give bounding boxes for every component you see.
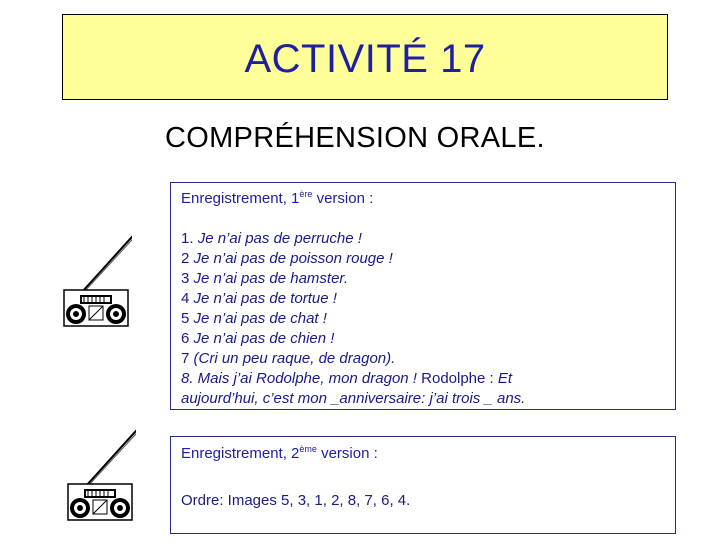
transcript-line: 6 Je n’ai pas de chien !: [181, 330, 335, 347]
radio-icon: [64, 420, 136, 524]
transcript-line: 1. Je n’ai pas de perruche !: [181, 230, 362, 247]
image-order: Ordre: Images 5, 3, 1, 2, 8, 7, 6, 4.: [181, 492, 411, 509]
recording-2-box: [170, 436, 676, 534]
radio-icon: [60, 226, 132, 330]
transcript-line: 3 Je n’ai pas de hamster.: [181, 270, 349, 287]
transcript-line: 8. Mais j’ai Rodolphe, mon dragon ! Rodolphe : Et: [181, 370, 513, 387]
transcript-line: 2 Je n’ai pas de poisson rouge !: [181, 250, 393, 267]
transcript-line: aujourd’hui, c’est mon _anniversaire: j’ai trois _ ans.: [181, 390, 526, 407]
transcript-line: 7 (Cri un peu raque, de dragon).: [181, 350, 396, 367]
slide-title: ACTIVITÉ 17: [244, 37, 486, 81]
recording-1-heading: Enregistrement, 1ère version :: [181, 189, 374, 207]
slide-subtitle: COMPRÉHENSION ORALE.: [165, 122, 545, 154]
recording-2-heading: Enregistrement, 2ème version :: [181, 444, 378, 462]
transcript-lines: [181, 229, 525, 409]
transcript-line: 4 Je n’ai pas de tortue !: [181, 290, 337, 307]
transcript-line: 5 Je n’ai pas de chat !: [181, 310, 327, 327]
title-box: [62, 14, 668, 100]
recording-1-box: [170, 182, 676, 410]
